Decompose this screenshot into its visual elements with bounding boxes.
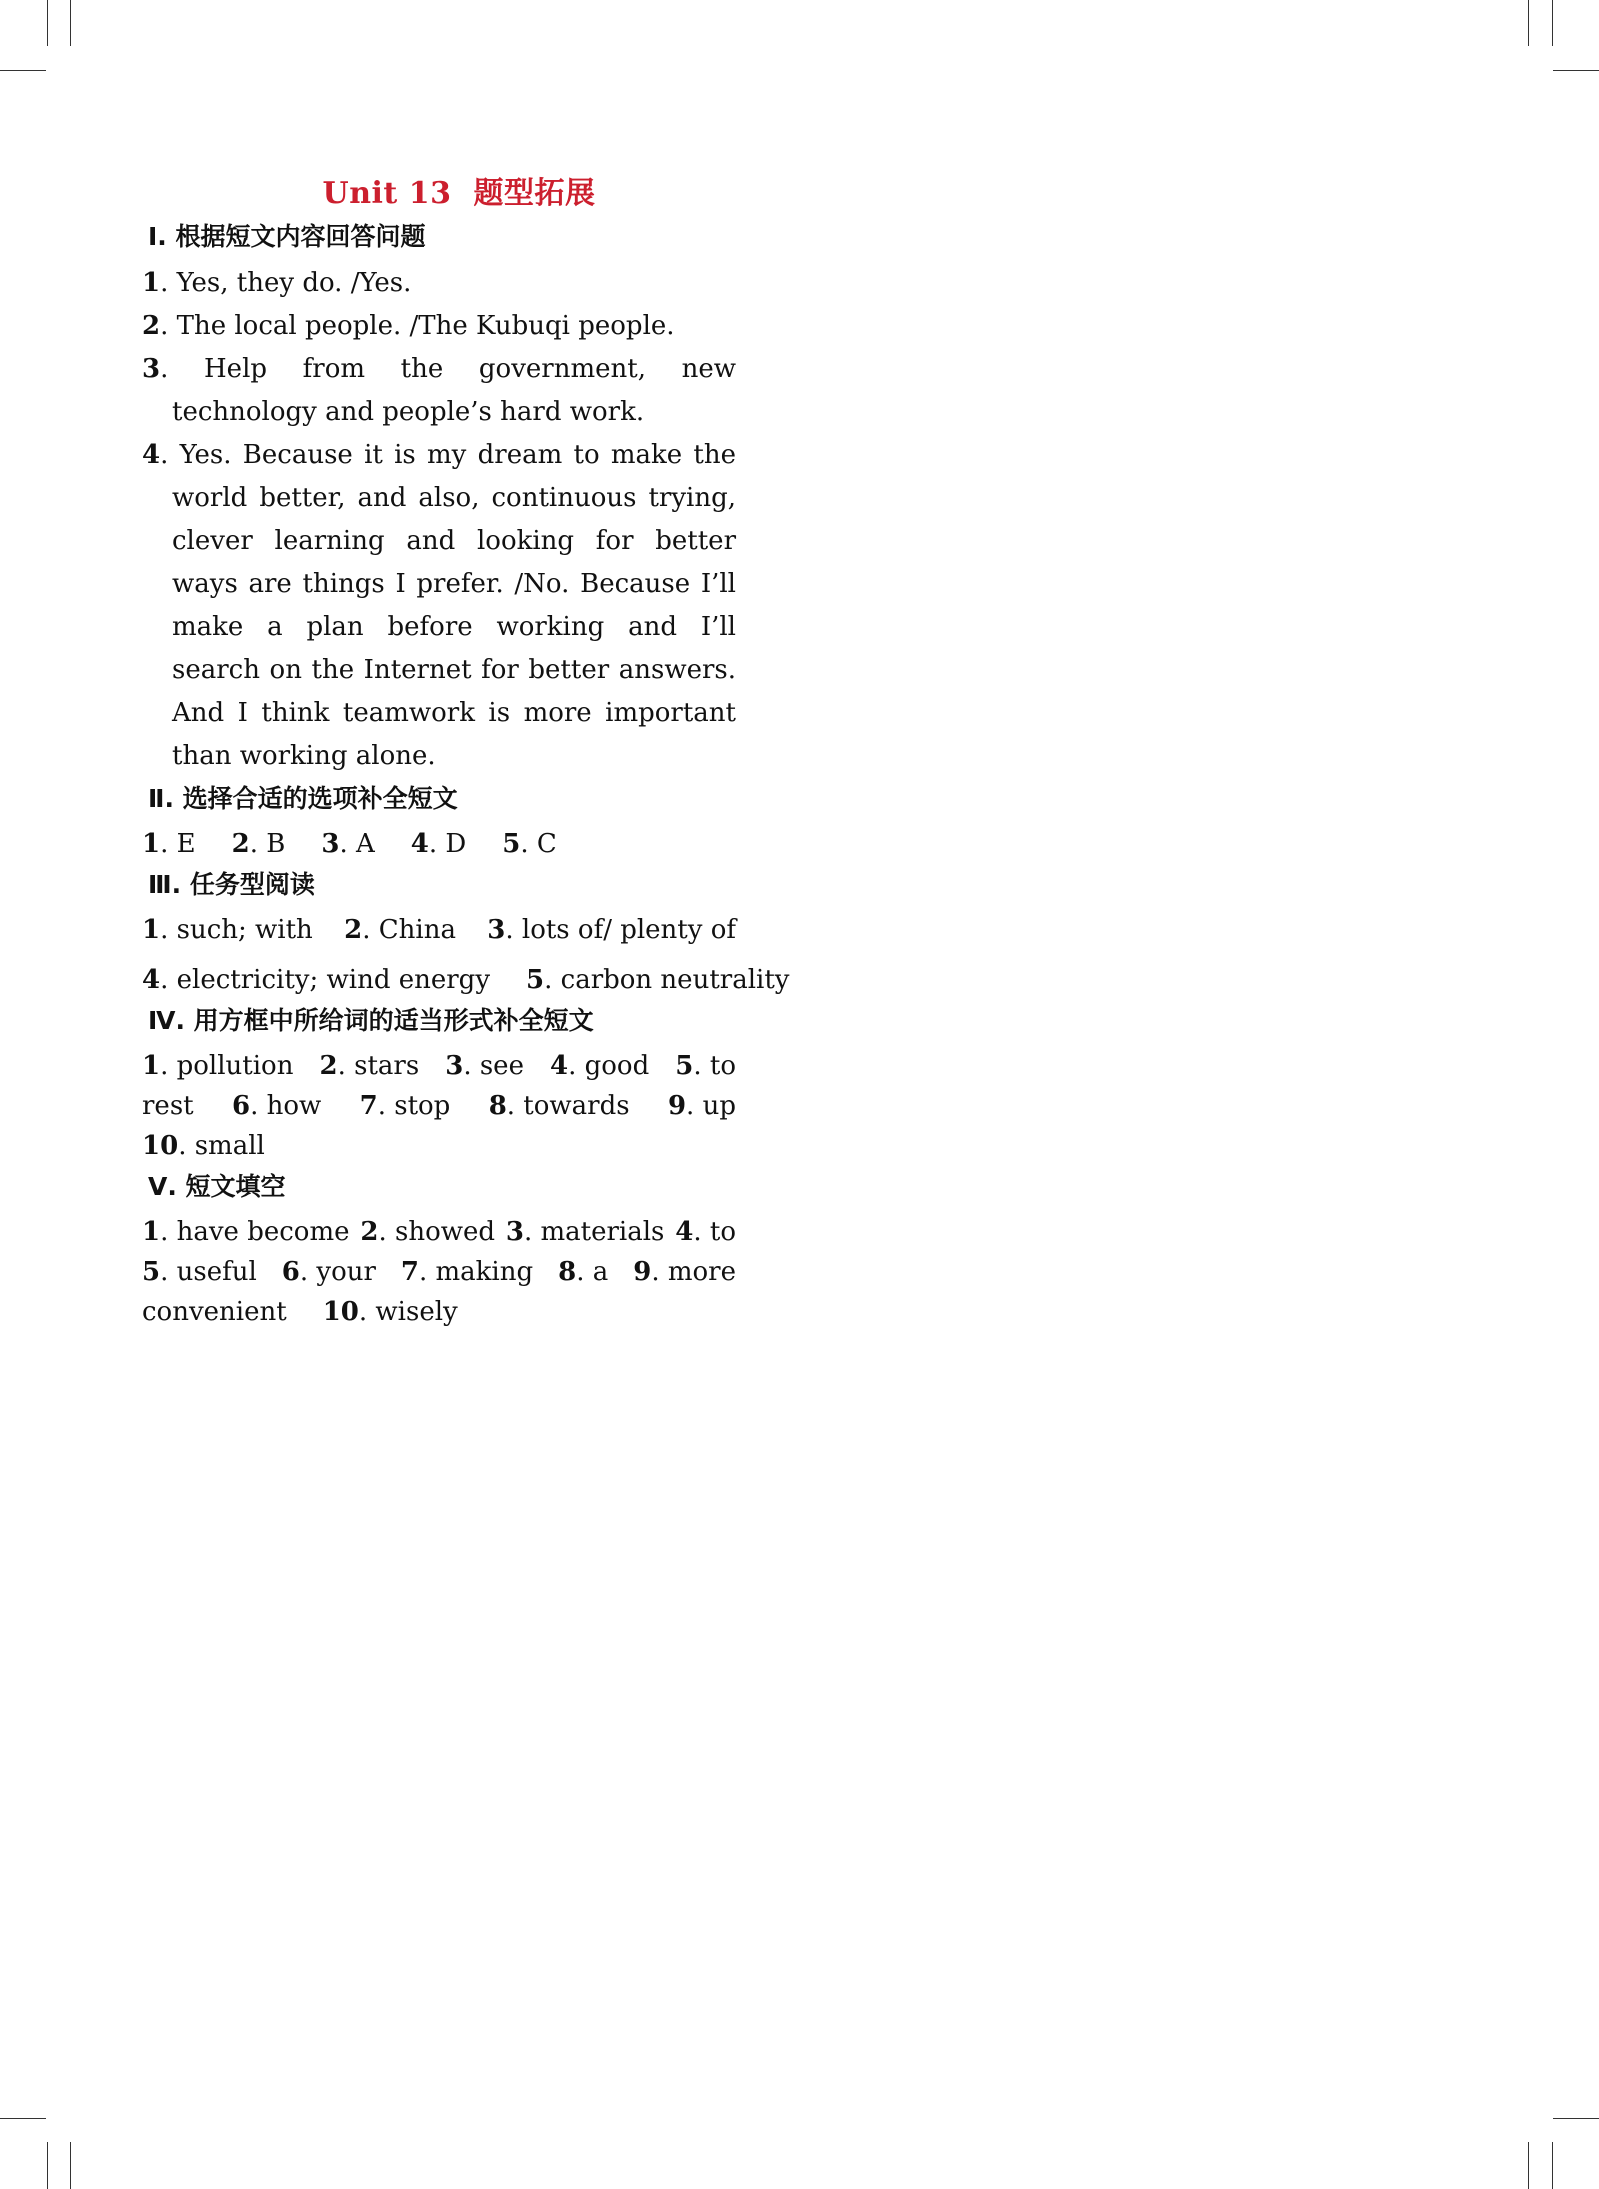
answer: 3. A — [321, 829, 375, 859]
crop-mark — [1528, 0, 1529, 46]
answer-row — [142, 1086, 736, 1126]
crop-mark — [70, 2142, 71, 2189]
crop-mark — [1552, 2142, 1553, 2189]
answer: 3. materials — [505, 1217, 665, 1247]
section-heading-5: Ⅴ. 短文填空 — [148, 1172, 286, 1201]
answer: 8. a — [558, 1257, 609, 1287]
answer: rest — [142, 1091, 194, 1121]
section-heading-1: Ⅰ. 根据短文内容回答问题 — [148, 222, 426, 251]
answer-row — [142, 824, 736, 864]
page-title — [142, 168, 736, 212]
crop-mark — [1528, 2142, 1529, 2189]
answer: 9. more — [633, 1257, 736, 1287]
answer-item: 4. Yes. Because it is my dream to make the world better, and also, continuous trying, clever learning and looking for better ways are things I prefer. /No. Because I’ll make a plan before working and I’ll search on the Internet for better answers. And I think teamwork is more important than working alone. — [142, 440, 736, 771]
answer: 3. see — [445, 1051, 524, 1081]
crop-mark — [1553, 2118, 1599, 2119]
answer: 5. C — [502, 829, 557, 859]
answer: convenient — [142, 1297, 287, 1327]
answer: 5. to — [675, 1051, 736, 1081]
answer-item: 2. The local people. /The Kubuqi people. — [142, 311, 675, 341]
answer: 8. towards — [488, 1091, 630, 1121]
unit-label: Unit 13 — [322, 176, 452, 211]
section-heading-3: Ⅲ. 任务型阅读 — [148, 870, 315, 899]
answer: 4. good — [550, 1051, 650, 1081]
crop-mark — [70, 0, 71, 46]
answer: 6. how — [231, 1091, 322, 1121]
answer-item: 3. Help from the government, new technology and people’s hard work. — [142, 354, 736, 427]
answer: 2. showed — [360, 1217, 496, 1247]
answer: 3. lots of/ plenty of — [487, 915, 736, 945]
answer-row — [142, 1252, 736, 1292]
crop-mark — [1552, 0, 1553, 46]
answer: 2. China — [344, 915, 456, 945]
answer: 5. carbon neutrality — [526, 965, 790, 995]
answer: 4. D — [410, 829, 467, 859]
crop-mark — [0, 2118, 46, 2119]
crop-mark — [1553, 70, 1599, 71]
answer: 1. E — [142, 829, 196, 859]
unit-subtitle: 题型拓展 — [473, 176, 596, 211]
answer: 4. electricity; wind energy — [142, 965, 491, 995]
answer: 2. stars — [319, 1051, 420, 1081]
answer: 1. pollution — [142, 1051, 294, 1081]
crop-mark — [47, 2142, 48, 2189]
answer-row — [142, 960, 790, 1000]
section-heading-4: Ⅳ. 用方框中所给词的适当形式补全短文 — [148, 1006, 594, 1035]
answer: 10. small — [142, 1131, 265, 1161]
answer: 6. your — [281, 1257, 376, 1287]
answer: 1. have become — [142, 1217, 350, 1247]
answer: 7. stop — [359, 1091, 451, 1121]
answer-row — [142, 1126, 736, 1166]
answer-row — [142, 1212, 736, 1252]
crop-mark — [0, 70, 46, 71]
answer: 9. up — [667, 1091, 736, 1121]
crop-mark — [47, 0, 48, 46]
answer: 2. B — [231, 829, 286, 859]
section-heading-2: Ⅱ. 选择合适的选项补全短文 — [148, 784, 458, 813]
answer-row — [142, 910, 736, 950]
answer-key — [142, 168, 790, 1332]
answer: 5. useful — [142, 1257, 257, 1287]
answer: 10. wisely — [322, 1297, 458, 1327]
answer-item: 1. Yes, they do. /Yes. — [142, 268, 412, 298]
answer-row — [142, 1292, 736, 1332]
answer: 7. making — [400, 1257, 534, 1287]
answer: 1. such; with — [142, 915, 313, 945]
answer: 4. to — [675, 1217, 736, 1247]
answer-row — [142, 1046, 736, 1086]
